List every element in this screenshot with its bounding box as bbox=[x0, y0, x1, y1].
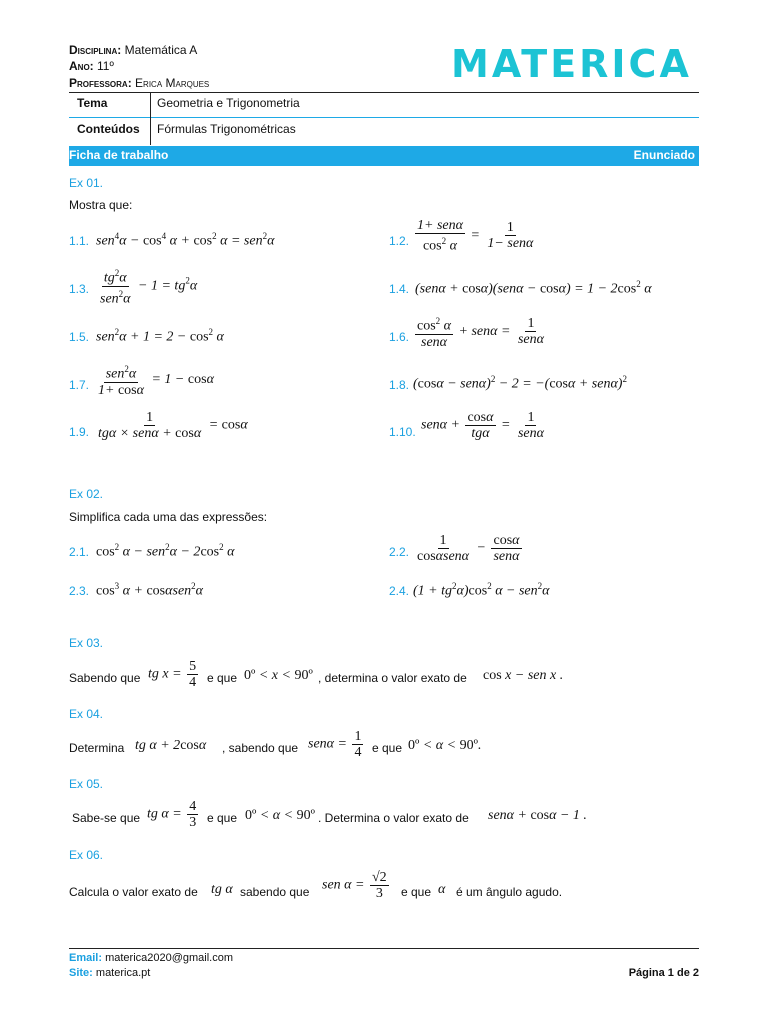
ex04-text-2: , sabendo que bbox=[222, 741, 299, 755]
ex04-sen-expression: senα = $\frac{1}{4}$ bbox=[308, 729, 362, 760]
ex04-text-3: e que bbox=[372, 741, 403, 755]
item-1-6-number: 1.6. bbox=[389, 330, 410, 344]
ex05-title: Ex 05. bbox=[69, 777, 104, 791]
ex04-target-expression: tg α + 2cosα bbox=[135, 738, 207, 753]
tema-value: Geometria e Trigonometria bbox=[157, 96, 300, 110]
ex04-text-1: Determina bbox=[69, 741, 125, 755]
bar-left-label: Ficha de trabalho bbox=[69, 148, 169, 162]
ex03-angle-range: 0º < x < 90º bbox=[244, 668, 313, 683]
item-1-4-formula: $(sen\alpha + \cos\alpha)(sen\alpha - \cos\alpha) = 1 - 2\cos^2$ α bbox=[415, 279, 652, 297]
item-1-3-number: 1.3. bbox=[69, 282, 90, 296]
item-1-8-formula: $(\cos\alpha - sen\alpha)^2 - 2 = -(\cos\alpha + sen\alpha)^2$ bbox=[413, 374, 627, 392]
item-1-5-formula: $sen^2\alpha + 1 = 2 - \cos^2 \alpha$ bbox=[96, 327, 224, 345]
ex05-tg-expression: tg α = $\frac{4}{3}$ bbox=[147, 799, 197, 830]
conteudos-value: Fórmulas Trigonométricas bbox=[157, 122, 296, 136]
item-2-4-formula: $(1 + tg^2\alpha)\cos^2$ α − sen$^2$α bbox=[413, 581, 550, 599]
item-1-10-number: 1.10. bbox=[389, 425, 416, 439]
ex05-text-2: e que bbox=[207, 811, 238, 825]
item-1-3-formula: $\frac{tg^2\alpha}{sen^2\alpha}$ − $1 = tg^2\alpha$ bbox=[100, 268, 198, 307]
ex03-title: Ex 03. bbox=[69, 636, 104, 650]
subject-line: Disciplina: Matemática A bbox=[69, 43, 198, 57]
footer-site: Site: materica.pt bbox=[69, 967, 151, 979]
ex06-text-2: sabendo que bbox=[240, 885, 310, 899]
item-2-2-number: 2.2. bbox=[389, 545, 410, 559]
teacher-line: Professora: Erica Marques bbox=[69, 76, 210, 90]
item-1-5-number: 1.5. bbox=[69, 330, 90, 344]
worksheet-bar bbox=[69, 146, 699, 166]
email-link[interactable]: materica2020@gmail.com bbox=[105, 952, 234, 964]
ex04-title: Ex 04. bbox=[69, 707, 104, 721]
ex05-target-expression: senα + cosα − 1 . bbox=[488, 808, 587, 823]
tema-label: Tema bbox=[77, 96, 108, 110]
ex06-title: Ex 06. bbox=[69, 848, 104, 862]
ex01-title: Ex 01. bbox=[69, 176, 104, 190]
ex06-target-expression: tg α bbox=[211, 882, 233, 897]
ex05-angle-range: 0º < α < 90º bbox=[245, 808, 315, 823]
item-1-9-formula: $\frac{1}{\text{tgα × senα + cosα}}$ = cosα bbox=[98, 410, 248, 441]
ex01-intro: Mostra que: bbox=[69, 198, 133, 212]
table-divider bbox=[150, 93, 151, 145]
item-1-1-formula: $sen^4\alpha - \cos^4 \alpha + \cos^2 \alpha = sen^2\alpha$ bbox=[96, 231, 275, 249]
item-2-4-number: 2.4. bbox=[389, 584, 410, 598]
item-2-3-formula: $\cos^3 \alpha + \cos\alpha sen^2\alpha$ bbox=[96, 581, 204, 599]
ex06-alpha-symbol: α bbox=[438, 882, 446, 897]
footer-email: Email: materica2020@gmail.com bbox=[69, 952, 234, 964]
ex06-text-4: é um ângulo agudo. bbox=[456, 885, 563, 899]
ex02-intro: Simplifica cada uma das expressões: bbox=[69, 510, 268, 524]
table-top-rule bbox=[69, 92, 699, 93]
item-1-7-formula: $\frac{sen^2\alpha}{1+ \cos\alpha}$ = 1 − cosα bbox=[98, 364, 214, 398]
ex03-text-3: , determina o valor exato de bbox=[318, 671, 467, 685]
page-number: Página 1 de 2 bbox=[628, 967, 699, 979]
ex04-angle-range: 0º < α < 90º. bbox=[408, 738, 482, 753]
item-1-2-number: 1.2. bbox=[389, 234, 410, 248]
ex03-target-expression: cos x − sen x . bbox=[483, 668, 564, 683]
item-1-6-formula: $\frac{\cos^2 \alpha}{\text{senα}}$ + senα = $\frac{1}{\text{senα}}$ bbox=[417, 316, 544, 350]
item-2-2-formula: $\frac{1}{\text{cosαsenα}}$ − $\frac{\cos\alpha}{\text{senα}}$ bbox=[417, 533, 520, 564]
materica-logo: MATERICA bbox=[451, 42, 692, 86]
item-1-9-number: 1.9. bbox=[69, 425, 90, 439]
item-2-1-number: 2.1. bbox=[69, 545, 90, 559]
ex05-text-3: . Determina o valor exato de bbox=[318, 811, 469, 825]
year-line: Ano: 11º bbox=[69, 59, 114, 73]
conteudos-label: Conteúdos bbox=[77, 122, 140, 136]
ex03-tg-expression: tg x = $\frac{5}{4}$ bbox=[148, 659, 197, 690]
footer-rule bbox=[69, 948, 699, 949]
ex06-sen-expression: sen α = $\frac{√2}{3}$ bbox=[322, 870, 387, 901]
item-2-3-number: 2.3. bbox=[69, 584, 90, 598]
item-1-4-number: 1.4. bbox=[389, 282, 410, 296]
bar-right-label: Enunciado bbox=[633, 148, 695, 162]
item-1-2-formula: $\frac{\text{1+ senα}}{\cos^2 \alpha}$ = $\frac{1}{\text{1− senα}}$ bbox=[417, 218, 534, 254]
ex06-text-1: Calcula o valor exato de bbox=[69, 885, 198, 899]
ex03-text-2: e que bbox=[207, 671, 238, 685]
site-link[interactable]: materica.pt bbox=[95, 967, 151, 979]
table-mid-rule bbox=[69, 117, 699, 118]
item-2-1-formula: $\cos^2 \alpha - sen^2\alpha - 2\cos^2$ α bbox=[96, 542, 235, 560]
ex03-text-1: Sabendo que bbox=[69, 671, 141, 685]
ex05-text-1: Sabe-se que bbox=[72, 811, 141, 825]
ex06-text-3: e que bbox=[401, 885, 432, 899]
ex02-title: Ex 02. bbox=[69, 487, 104, 501]
item-1-8-number: 1.8. bbox=[389, 378, 410, 392]
item-1-10-formula: senα + $\frac{\cos\alpha}{\text{tgα}}$ = $\frac{1}{\text{senα}}$ bbox=[421, 410, 544, 441]
item-1-1-number: 1.1. bbox=[69, 234, 90, 248]
item-1-7-number: 1.7. bbox=[69, 378, 90, 392]
